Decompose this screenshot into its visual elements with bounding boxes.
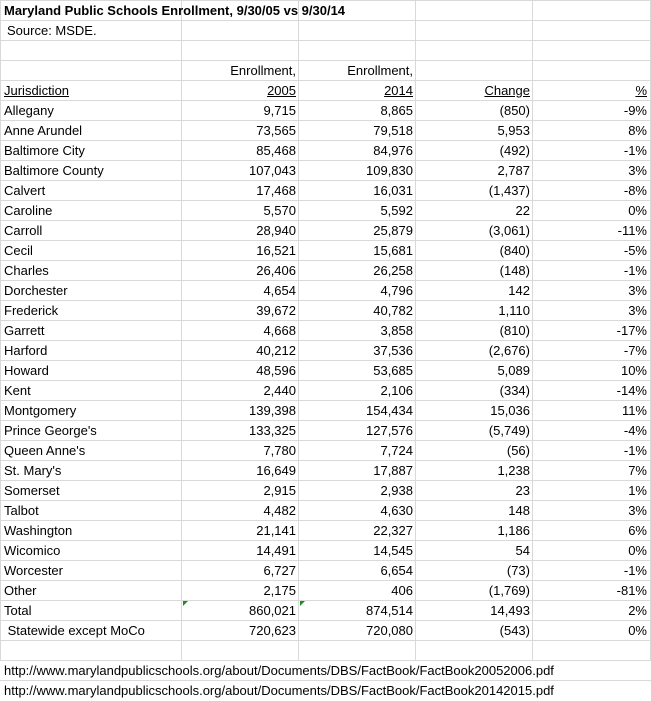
jurisdiction-cell[interactable]: Anne Arundel — [4, 123, 83, 138]
table-row — [0, 581, 651, 601]
change-cell[interactable]: (850) — [499, 103, 530, 118]
enrollment-2014-cell[interactable]: 14,545 — [373, 543, 413, 558]
jurisdiction-cell[interactable]: Kent — [4, 383, 31, 398]
enrollment-2005-cell[interactable]: 6,727 — [263, 563, 296, 578]
change-cell[interactable]: 2,787 — [497, 163, 530, 178]
error-indicator-icon — [300, 601, 305, 606]
percent-cell[interactable]: -7% — [623, 343, 647, 358]
enrollment-2014-cell[interactable]: 154,434 — [366, 403, 413, 418]
jurisdiction-cell[interactable]: Caroline — [4, 203, 53, 218]
enrollment-2005-cell[interactable]: 107,043 — [249, 163, 296, 178]
enrollment-2014-cell[interactable]: 7,724 — [380, 443, 413, 458]
change-cell[interactable]: (73) — [506, 563, 530, 578]
enrollment-2014-cell[interactable]: 8,865 — [380, 103, 413, 118]
table-row — [0, 221, 651, 241]
header-enrollment-2005-top[interactable]: Enrollment, — [230, 63, 296, 78]
percent-cell[interactable]: 3% — [628, 163, 647, 178]
table-row — [0, 321, 651, 341]
header-jurisdiction[interactable]: Jurisdiction — [4, 83, 70, 98]
percent-cell[interactable]: 7% — [628, 463, 647, 478]
change-cell[interactable]: (1,769) — [488, 583, 530, 598]
change-cell[interactable]: (810) — [499, 323, 530, 338]
enrollment-2014-cell[interactable]: 40,782 — [373, 303, 413, 318]
enrollment-2014-cell[interactable]: 25,879 — [373, 223, 413, 238]
change-cell[interactable]: 54 — [515, 543, 530, 558]
jurisdiction-cell[interactable]: Carroll — [4, 223, 43, 238]
table-row — [0, 161, 651, 181]
header-row — [0, 81, 651, 101]
table-row — [0, 381, 651, 401]
change-cell[interactable]: 148 — [508, 503, 530, 518]
enrollment-2005-cell[interactable]: 40,212 — [256, 343, 296, 358]
percent-cell[interactable]: 3% — [628, 303, 647, 318]
jurisdiction-cell[interactable]: Prince George's — [4, 423, 97, 438]
percent-cell[interactable]: 11% — [621, 403, 647, 418]
header-change[interactable]: Change — [484, 83, 530, 98]
table-row — [0, 541, 651, 561]
change-cell[interactable]: 23 — [515, 483, 530, 498]
enrollment-2005-cell[interactable]: 39,672 — [256, 303, 296, 318]
table-row — [0, 461, 651, 481]
enrollment-2005-cell[interactable]: 73,565 — [256, 123, 296, 138]
jurisdiction-cell[interactable]: Baltimore City — [4, 143, 85, 158]
jurisdiction-cell[interactable]: Statewide except MoCo — [4, 623, 145, 638]
header-2014[interactable]: 2014 — [384, 83, 413, 98]
change-cell[interactable]: 1,238 — [497, 463, 530, 478]
jurisdiction-cell[interactable]: Calvert — [4, 183, 46, 198]
sheet-title[interactable]: Maryland Public Schools Enrollment, 9/30/05 vs 9/30/14 — [4, 3, 346, 18]
table-row — [0, 421, 651, 441]
header-enrollment-2014-top[interactable]: Enrollment, — [347, 63, 413, 78]
change-cell[interactable]: 14,493 — [490, 603, 530, 618]
percent-cell[interactable]: 0% — [628, 543, 647, 558]
percent-cell[interactable]: -1% — [623, 143, 647, 158]
percent-cell[interactable]: 2% — [628, 603, 647, 618]
table-row — [0, 401, 651, 421]
jurisdiction-cell[interactable]: Cecil — [4, 243, 33, 258]
table-row — [0, 481, 651, 501]
table-row — [0, 561, 651, 581]
enrollment-2014-cell[interactable]: 79,518 — [373, 123, 413, 138]
change-cell[interactable]: (148) — [499, 263, 530, 278]
enrollment-2014-cell[interactable]: 15,681 — [373, 243, 413, 258]
enrollment-2014-cell[interactable]: 5,592 — [380, 203, 413, 218]
percent-cell[interactable]: 10% — [620, 363, 647, 378]
jurisdiction-cell[interactable]: Charles — [4, 263, 49, 278]
enrollment-2005-cell[interactable]: 4,668 — [263, 323, 296, 338]
table-row — [0, 181, 651, 201]
enrollment-2014-cell[interactable]: 874,514 — [366, 603, 413, 618]
change-cell[interactable]: (1,437) — [488, 183, 530, 198]
enrollment-2005-cell[interactable]: 21,141 — [256, 523, 296, 538]
enrollment-2014-cell[interactable]: 16,031 — [373, 183, 413, 198]
table-row — [0, 601, 651, 621]
change-cell[interactable]: (492) — [499, 143, 530, 158]
enrollment-2014-cell[interactable]: 22,327 — [373, 523, 413, 538]
table-row — [0, 501, 651, 521]
enrollment-2005-cell[interactable]: 2,915 — [263, 483, 296, 498]
jurisdiction-cell[interactable]: Frederick — [4, 303, 59, 318]
enrollment-2005-cell[interactable]: 4,482 — [263, 503, 296, 518]
enrollment-2005-cell[interactable]: 48,596 — [256, 363, 296, 378]
change-cell[interactable]: (56) — [506, 443, 530, 458]
change-cell[interactable]: 5,089 — [497, 363, 530, 378]
link-row-1 — [0, 661, 651, 681]
change-cell[interactable]: (840) — [499, 243, 530, 258]
enrollment-2005-cell[interactable]: 139,398 — [249, 403, 296, 418]
jurisdiction-cell[interactable]: Harford — [4, 343, 48, 358]
table-row — [0, 441, 651, 461]
source-row — [0, 21, 651, 41]
enrollment-2014-cell[interactable]: 406 — [391, 583, 413, 598]
change-cell[interactable]: (543) — [499, 623, 530, 638]
enrollment-2005-cell[interactable]: 85,468 — [256, 143, 296, 158]
enrollment-2005-cell[interactable]: 17,468 — [256, 183, 296, 198]
jurisdiction-cell[interactable]: Montgomery — [4, 403, 77, 418]
enrollment-2005-cell[interactable]: 860,021 — [249, 603, 296, 618]
change-cell[interactable]: (5,749) — [488, 423, 530, 438]
source-link-2005[interactable]: http://www.marylandpublicschools.org/about/Documents/DBS/FactBook/FactBook20052006.pdf — [4, 663, 554, 678]
percent-cell[interactable]: -17% — [616, 323, 647, 338]
source-link-2014[interactable]: http://www.marylandpublicschools.org/about/Documents/DBS/FactBook/FactBook20142015.pdf — [4, 683, 554, 698]
enrollment-2014-cell[interactable]: 53,685 — [373, 363, 413, 378]
table-row — [0, 241, 651, 261]
enrollment-2014-cell[interactable]: 2,938 — [380, 483, 413, 498]
change-cell[interactable]: 1,110 — [498, 303, 530, 318]
title-row — [0, 1, 651, 21]
percent-cell[interactable]: 0% — [628, 203, 647, 218]
percent-cell[interactable]: 6% — [628, 523, 647, 538]
table-row — [0, 201, 651, 221]
change-cell[interactable]: 1,186 — [497, 523, 530, 538]
percent-cell[interactable]: -4% — [623, 423, 647, 438]
enrollment-2014-cell[interactable]: 2,106 — [380, 383, 413, 398]
jurisdiction-cell[interactable]: Total — [4, 603, 32, 618]
enrollment-2005-cell[interactable]: 28,940 — [256, 223, 296, 238]
enrollment-2014-cell[interactable]: 17,887 — [373, 463, 413, 478]
change-cell[interactable]: (3,061) — [488, 223, 530, 238]
percent-cell[interactable]: -9% — [623, 103, 647, 118]
table-row — [0, 281, 651, 301]
jurisdiction-cell[interactable]: Queen Anne's — [4, 443, 86, 458]
table-row — [0, 361, 651, 381]
enrollment-2005-cell[interactable]: 4,654 — [263, 283, 296, 298]
table-row — [0, 261, 651, 281]
percent-cell[interactable]: -8% — [623, 183, 647, 198]
jurisdiction-cell[interactable]: Garrett — [4, 323, 45, 338]
jurisdiction-cell[interactable]: Howard — [4, 363, 49, 378]
change-cell[interactable]: (2,676) — [488, 343, 530, 358]
table-row — [0, 521, 651, 541]
enrollment-2014-cell[interactable]: 720,080 — [366, 623, 413, 638]
percent-cell[interactable]: -81% — [616, 583, 647, 598]
enrollment-2014-cell[interactable]: 109,830 — [366, 163, 413, 178]
change-cell[interactable]: 5,953 — [497, 123, 530, 138]
link-row-2 — [0, 681, 651, 701]
jurisdiction-cell[interactable]: Allegany — [4, 103, 54, 118]
table-row — [0, 341, 651, 361]
enrollment-2014-cell[interactable]: 6,654 — [380, 563, 413, 578]
enrollment-2005-cell[interactable]: 2,175 — [263, 583, 296, 598]
table-row — [0, 121, 651, 141]
change-cell[interactable]: 22 — [515, 203, 530, 218]
percent-cell[interactable]: -14% — [616, 383, 647, 398]
jurisdiction-cell[interactable]: St. Mary's — [4, 463, 62, 478]
enrollment-2005-cell[interactable]: 26,406 — [256, 263, 296, 278]
enrollment-2005-cell[interactable]: 9,715 — [263, 103, 296, 118]
table-row — [0, 621, 651, 641]
enrollment-2014-cell[interactable]: 26,258 — [373, 263, 413, 278]
jurisdiction-cell[interactable]: Other — [4, 583, 37, 598]
enrollment-2014-cell[interactable]: 127,576 — [366, 423, 413, 438]
jurisdiction-cell[interactable]: Washington — [4, 523, 73, 538]
percent-cell[interactable]: 0% — [628, 623, 647, 638]
header-percent[interactable]: % — [635, 83, 647, 98]
header-row-top — [0, 61, 651, 81]
enrollment-2005-cell[interactable]: 2,440 — [263, 383, 296, 398]
change-cell[interactable]: 142 — [508, 283, 530, 298]
table-row — [0, 141, 651, 161]
enrollment-2014-cell[interactable]: 4,796 — [380, 283, 413, 298]
enrollment-2005-cell[interactable]: 16,521 — [256, 243, 296, 258]
percent-cell[interactable]: 3% — [628, 503, 647, 518]
enrollment-2005-cell[interactable]: 720,623 — [249, 623, 296, 638]
change-cell[interactable]: 15,036 — [490, 403, 530, 418]
enrollment-2014-cell[interactable]: 84,976 — [373, 143, 413, 158]
jurisdiction-cell[interactable]: Dorchester — [4, 283, 68, 298]
enrollment-2005-cell[interactable]: 16,649 — [256, 463, 296, 478]
enrollment-2005-cell[interactable]: 133,325 — [249, 423, 296, 438]
percent-cell[interactable]: -1% — [623, 563, 647, 578]
enrollment-2014-cell[interactable]: 37,536 — [373, 343, 413, 358]
enrollment-2005-cell[interactable]: 7,780 — [263, 443, 296, 458]
percent-cell[interactable]: -1% — [623, 443, 647, 458]
percent-cell[interactable]: -1% — [623, 263, 647, 278]
enrollment-2005-cell[interactable]: 5,570 — [263, 203, 296, 218]
percent-cell[interactable]: 1% — [628, 483, 647, 498]
percent-cell[interactable]: 3% — [628, 283, 647, 298]
header-2005[interactable]: 2005 — [267, 83, 296, 98]
percent-cell[interactable]: -11% — [617, 223, 647, 238]
enrollment-2014-cell[interactable]: 4,630 — [380, 503, 413, 518]
jurisdiction-cell[interactable]: Wicomico — [4, 543, 61, 558]
source-note[interactable]: Source: MSDE. — [7, 23, 97, 38]
change-cell[interactable]: (334) — [499, 383, 530, 398]
jurisdiction-cell[interactable]: Talbot — [4, 503, 39, 518]
enrollment-2005-cell[interactable]: 14,491 — [256, 543, 296, 558]
table-row — [0, 101, 651, 121]
jurisdiction-cell[interactable]: Baltimore County — [4, 163, 104, 178]
percent-cell[interactable]: -5% — [623, 243, 647, 258]
jurisdiction-cell[interactable]: Worcester — [4, 563, 63, 578]
error-indicator-icon — [183, 601, 188, 606]
percent-cell[interactable]: 8% — [628, 123, 647, 138]
table-row — [0, 301, 651, 321]
jurisdiction-cell[interactable]: Somerset — [4, 483, 60, 498]
enrollment-2014-cell[interactable]: 3,858 — [380, 323, 413, 338]
